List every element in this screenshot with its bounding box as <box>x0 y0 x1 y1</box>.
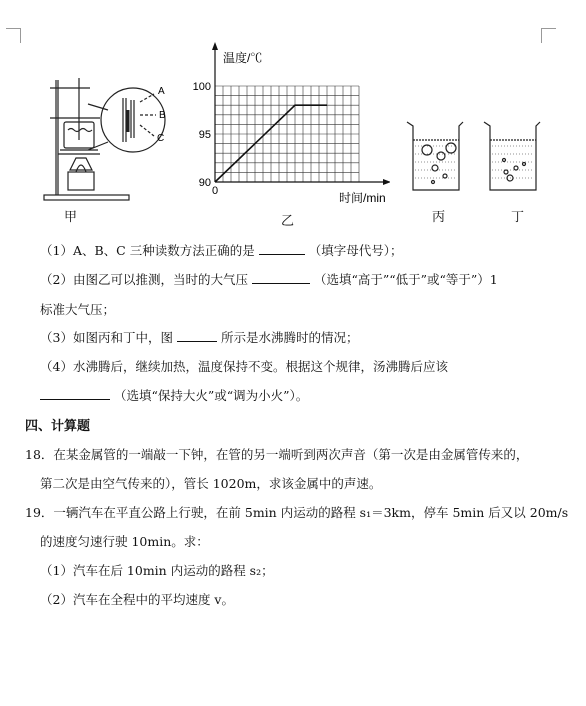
y-axis-arrow <box>212 42 218 50</box>
caption-ding: 丁 <box>511 210 525 225</box>
label-C: C <box>157 133 165 144</box>
q17-p1-blank[interactable] <box>259 242 305 255</box>
beaker-ding <box>482 120 542 200</box>
q17-p3-blank[interactable] <box>177 329 217 342</box>
q19-line1: 19．一辆汽车在平直公路上行驶，在前 5min 内运动的路程 s₁＝3km，停车 5min 后又以 20m/s <box>25 505 569 520</box>
x-axis-label: 时间/min <box>339 191 386 205</box>
q17-part2-cont: 标准大气压； <box>40 302 116 317</box>
q17-p4-blank[interactable] <box>40 387 110 400</box>
caption-yi: 乙 <box>281 214 295 229</box>
q17-part3 <box>40 328 358 346</box>
caption-jia: 甲 <box>64 210 78 225</box>
label-A: A <box>158 86 165 97</box>
figures-row <box>0 40 586 235</box>
y-tick-label: 95 <box>198 129 211 141</box>
q19-line2: 的速度匀速行驶 10min。求： <box>40 534 209 549</box>
q17-p1-text: （1）A、B、C 三种读数方法正确的是 <box>40 243 255 258</box>
caption-bing: 丙 <box>432 210 446 225</box>
q17-part1 <box>40 241 402 259</box>
q19-part1: （1）汽车在后 10min 内运动的路程 s₂； <box>40 563 274 578</box>
q17-part4: （4）水沸腾后，继续加热，温度保持不变。根据这个规律，汤沸腾后应该 <box>40 359 448 374</box>
q17-p3-text: （3）如图丙和丁中，图 <box>40 330 173 345</box>
label-B: B <box>159 110 166 121</box>
q17-p2-text: （2）由图乙可以推测，当时的大气压 <box>40 272 248 287</box>
y-axis-label: 温度/℃ <box>223 51 263 65</box>
q17-p4-suffix: （选填“保持大火”或“调为小火”）。 <box>113 388 309 403</box>
q17-p2-blank[interactable] <box>252 271 310 284</box>
q18-line1: 18．在某金属管的一端敲一下钟，在管的另一端听到两次声音（第一次是由金属管传来的， <box>25 447 529 462</box>
q19-part2: （2）汽车在全程中的平均速度 v。 <box>40 592 234 607</box>
beaker-bing <box>405 120 465 200</box>
q17-p2-suffix: （选填“高于”“低于”或“等于”）1 <box>313 272 498 287</box>
x-tick-label: 0 <box>211 185 219 197</box>
q17-p3-suffix: 所示是水沸腾时的情况； <box>220 330 359 345</box>
temperature-chart <box>190 40 390 220</box>
y-tick-label: 90 <box>198 177 211 189</box>
q17-p1-suffix: （填字母代号）； <box>308 243 403 258</box>
q18-line2: 第二次是由空气传来的），管长 1020m，求该金属中的声速。 <box>40 476 382 491</box>
section-heading: 四、计算题 <box>25 419 91 434</box>
y-tick-label: 100 <box>192 81 211 93</box>
q17-part4-cont <box>40 386 308 404</box>
x-axis-arrow <box>383 179 390 185</box>
q17-part2 <box>40 270 498 288</box>
